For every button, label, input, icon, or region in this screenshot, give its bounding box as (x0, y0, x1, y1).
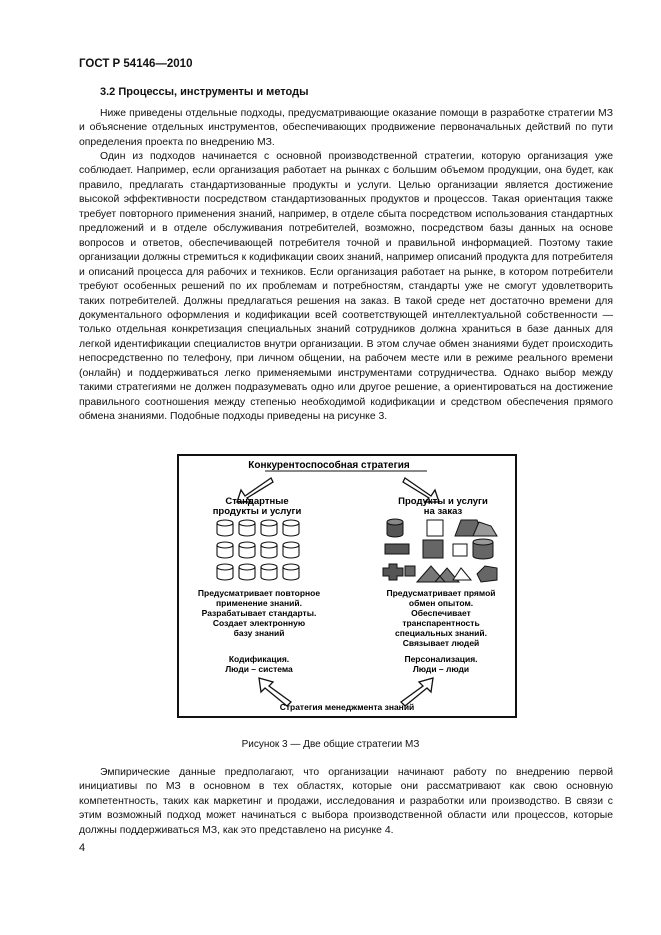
right-method-line1: Персонализация. (404, 654, 478, 664)
block-icon (423, 540, 443, 558)
right-desc-line: специальных знаний. (395, 628, 487, 638)
right-title-line2: на заказ (423, 506, 463, 517)
diagram-top-title: Конкурентоспособная стратегия (248, 460, 410, 471)
figure-caption: Рисунок 3 — Две общие стратегии МЗ (241, 739, 420, 750)
paragraph-strategies: Один из подходов начинается с основной производственной стратегии, которую организация уже соблюдает. Например, если организация работает на рынках с большим объемом продукции, она будет, как правило, предлагать стандартизованные продукты и услуги. Целью организации является достижение высокой эффективности посредством стандартизованных продуктов и процессов. Такая ориентация также требует повторного применения знаний, например, в отделе сбыта посредством использования стандартных предложений и в отделе обслуживания потребителей, возможно, посредством базы данных на основе вопросов и ответов, обеспечивающей потребителя точной и правильной информацией. Поэтому такие организации должны стремиться к кодификации своих знаний, например описаний продукта для потребителя и описаний процесса для рабочих и техников. Если организация работает на рынке, в котором потребители требуют особенных решений по их проблемам и потребностям, стандарты уже не смогут удовлетворить таких потребителей. Должны предлагаться решения на заказ. В такой среде нет достаточно времени для документального оформления и кодификации всей соответствующей интеллектуальной собственности — только отдельная конкретизация специальных знаний сотрудников должна храниться в базе данных для легкой идентификации специалистов внутри организации. В этом случае обмен знаниями будет происходить непосредственно по телефону, при личном общении, на рабочем месте или в режиме реального времени (онлайн) и поддерживаться легко применяемыми инструментами сотрудничества. Однако выбор между такими стратегиями не должен подразумевать одно или другое решение, а ориентироваться на достижение правильного соотношения между степенью необходимой кодификации и средством обеспечения прямого обмена знаниями. Подобные подходы приведены на рисунке 3. (79, 151, 613, 423)
left-desc-line: Разрабатывает стандарты. (201, 608, 317, 618)
cross-shape-icon (383, 564, 403, 580)
diagram-bottom-title: Стратегия менеджмента знаний (279, 702, 415, 712)
right-desc-line: Связывает людей (402, 638, 480, 648)
section-title: 3.2 Процессы, инструменты и методы (100, 86, 309, 98)
left-desc-line: Создает электронную (212, 618, 306, 628)
wedge-icon (453, 568, 471, 580)
figure-3-diagram (177, 454, 517, 718)
diagram-canvas (179, 456, 515, 716)
left-desc-line: Предусматривает повторное (197, 588, 321, 598)
gear-block-icon (405, 566, 415, 576)
cylinder-icon (283, 542, 299, 558)
left-title-line2: продукты и услуги (212, 506, 302, 517)
document-header: ГОСТ Р 54146—2010 (79, 58, 193, 70)
left-desc-line: применение знаний. (216, 598, 302, 608)
cylinder-icon (217, 564, 233, 580)
cube-icon (427, 520, 443, 536)
paragraph-empirical: Эмпирические данные предполагают, что организации начинают работу по внедрению первой инициативы по МЗ в основном в тех областях, которые они рассматривают как свою основную компетентность, таких как маркетинг и продажи, исследования и разработки или производство. В связи с этим возможный подход может начинаться с выбора производственной области или процессов, которые должны поддерживаться МЗ, как это представлено на рисунке 4. (79, 767, 613, 836)
cylinder-icon (239, 564, 255, 580)
cylinder-icon (261, 542, 277, 558)
left-method-line2: Люди – система (225, 664, 293, 674)
right-description (386, 588, 495, 648)
paragraph-intro: Ниже приведены отдельные подходы, предусматривающие оказание помощи в разработке стратегии МЗ и объяснение отдельных инструментов, обеспечивающих продвижение первоначальных действий по пути определения проекта по внедрению МЗ. (79, 108, 613, 148)
cylinder-icon (217, 520, 233, 536)
page-number: 4 (79, 842, 86, 854)
pentagon-icon (477, 566, 497, 582)
cylinder-icon (239, 520, 255, 536)
cylinder-large-icon (473, 539, 493, 559)
left-method-line1: Кодификация. (228, 654, 290, 664)
cylinder-icon (261, 564, 277, 580)
cylinder-icon (239, 542, 255, 558)
left-title-line1: Стандартные (225, 496, 289, 507)
cylinder-dark-icon (387, 519, 403, 537)
small-cube-icon (453, 544, 467, 556)
standard-products-grid (217, 520, 299, 580)
right-desc-line: Обеспечивает (411, 608, 471, 618)
right-desc-line: транспарентность (402, 618, 480, 628)
right-desc-line: Предусматривает прямой (386, 588, 496, 598)
cylinder-icon (283, 564, 299, 580)
left-desc-line: базу знаний (233, 628, 285, 638)
bar-icon (385, 544, 409, 554)
left-description (198, 588, 320, 638)
right-title-line1: Продукты и услуги (398, 496, 488, 507)
cylinder-icon (283, 520, 299, 536)
right-desc-line: обмен опытом. (408, 598, 474, 608)
custom-products-shapes (383, 519, 497, 582)
right-method-line2: Люди – люди (412, 664, 470, 674)
cylinder-icon (261, 520, 277, 536)
cylinder-icon (217, 542, 233, 558)
